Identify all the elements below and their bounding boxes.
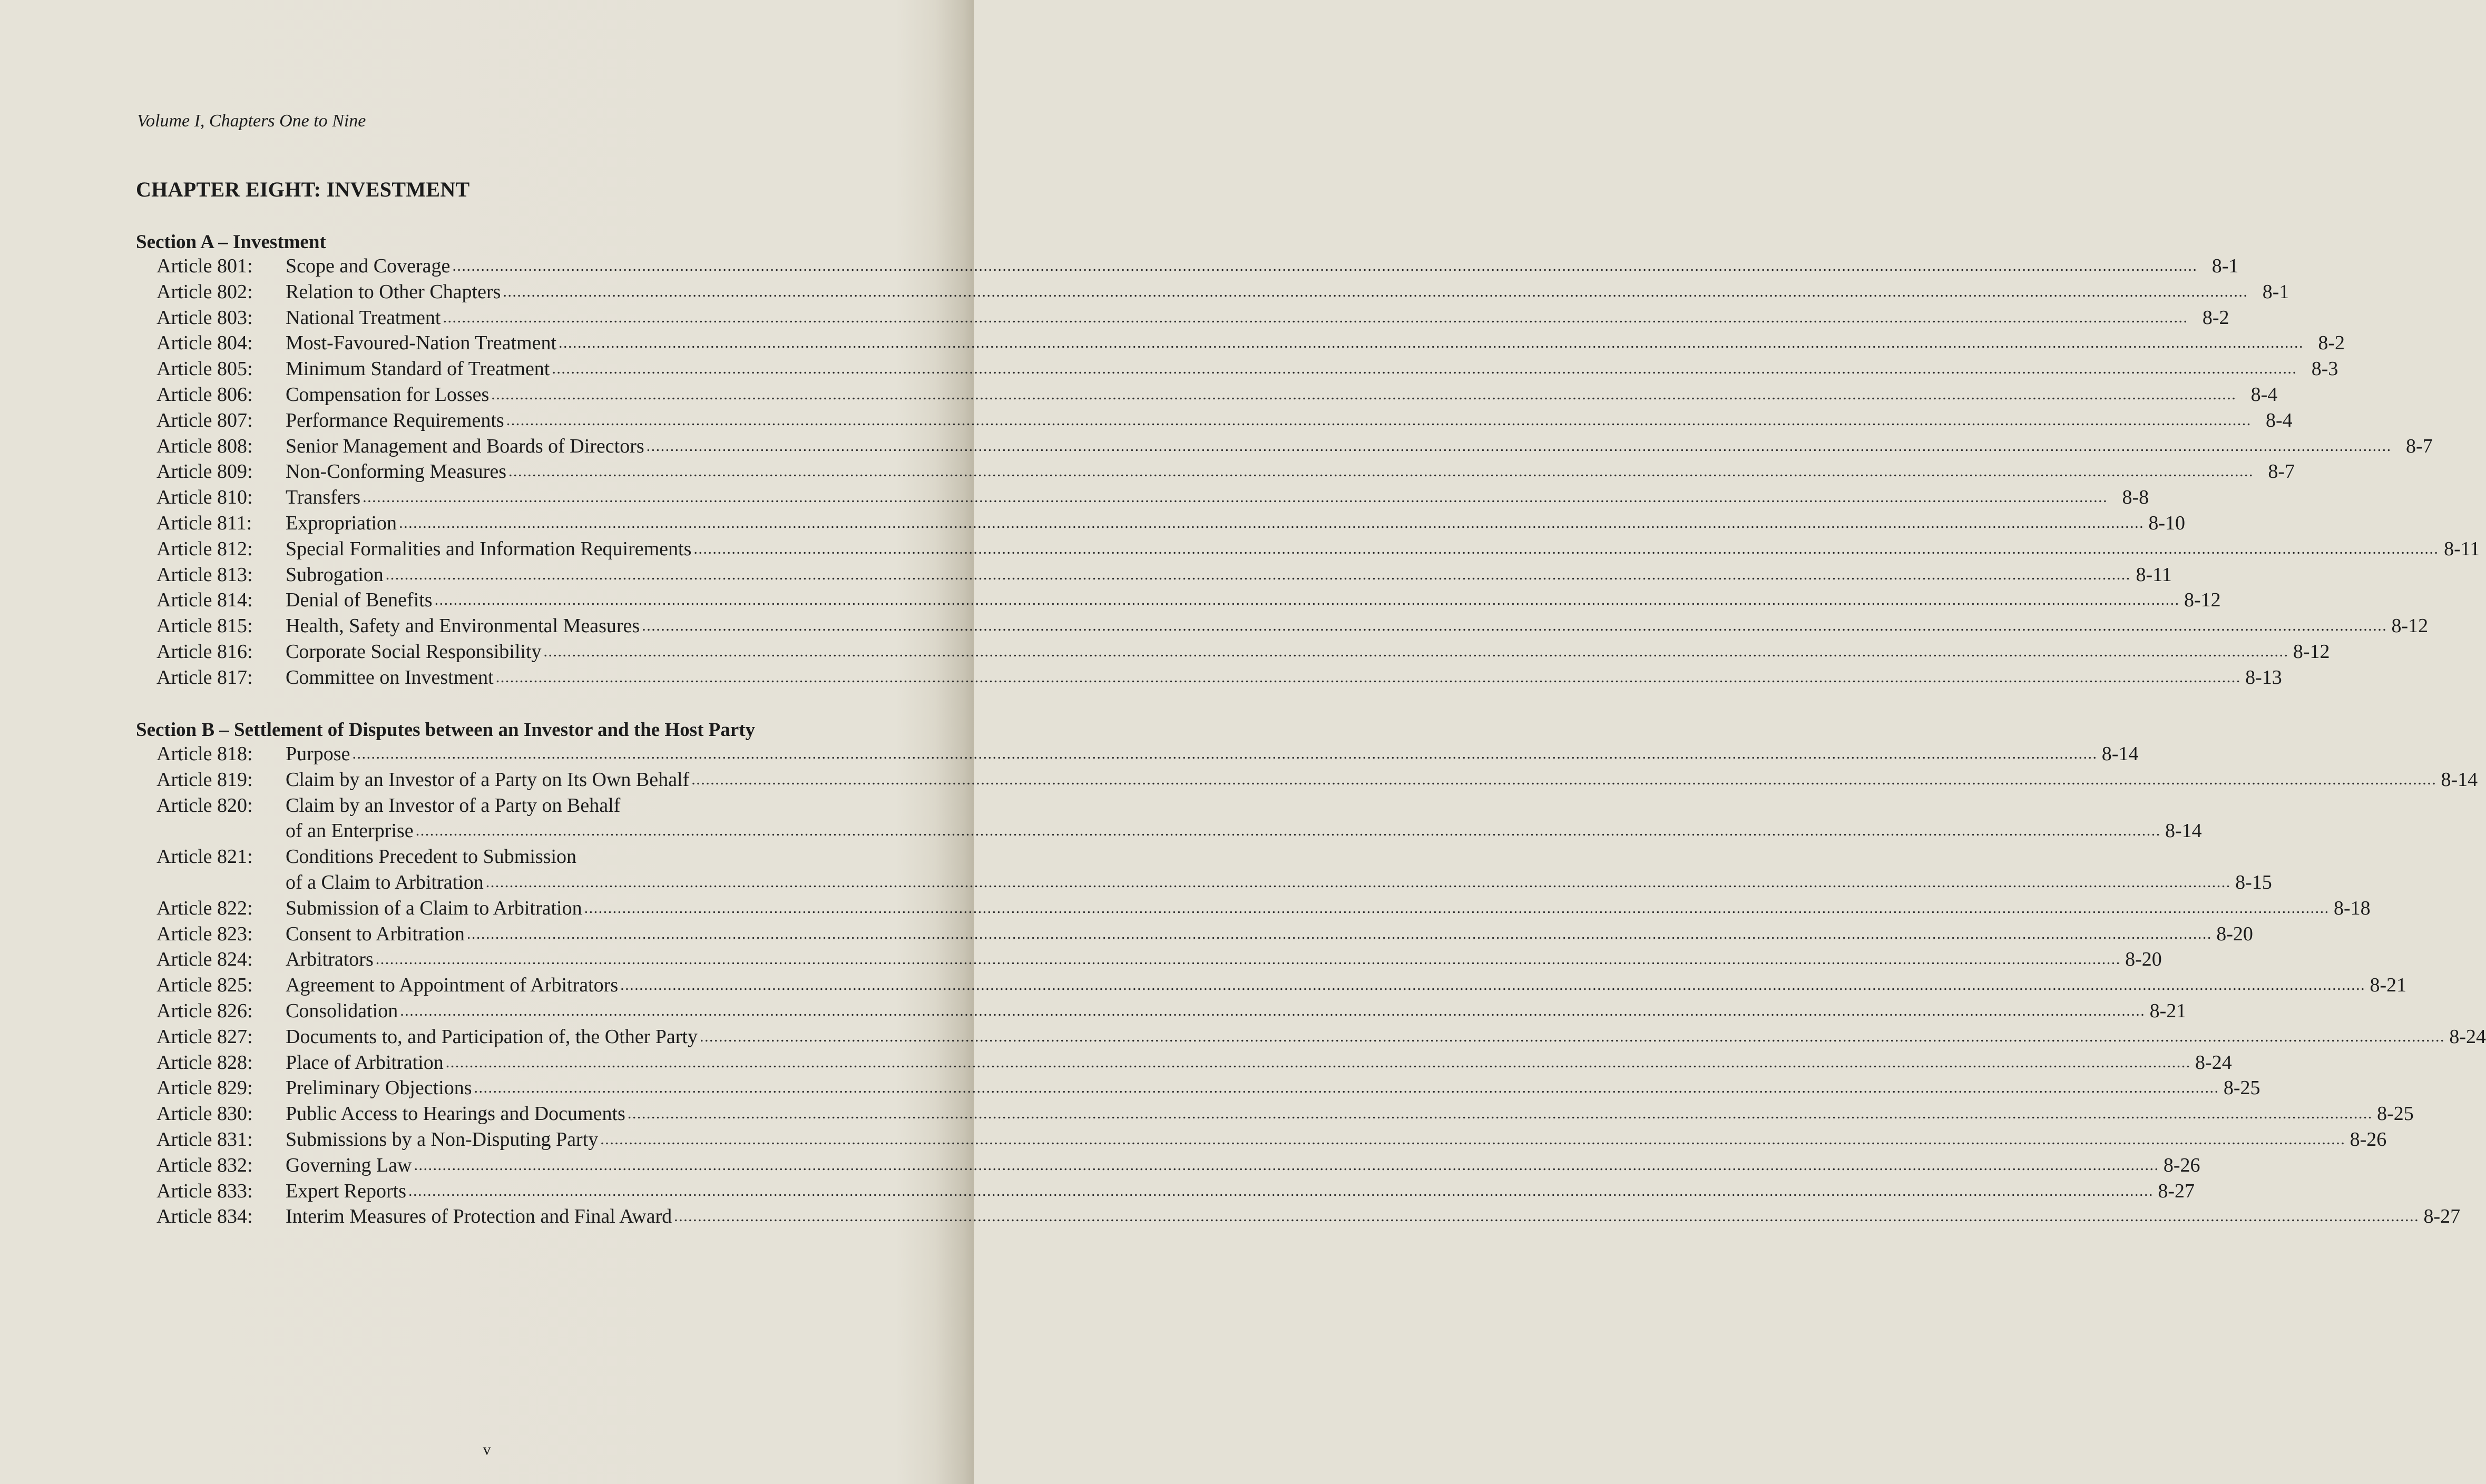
article-title: Place of Arbitration bbox=[286, 1051, 444, 1074]
toc-entry bbox=[156, 613, 2429, 639]
entry-body bbox=[286, 998, 2186, 1024]
page-reference: 8-26 bbox=[2350, 1128, 2387, 1151]
page-reference: 8-12 bbox=[2184, 589, 2221, 612]
title-leader-row bbox=[286, 613, 2428, 639]
toc-entry bbox=[156, 562, 2172, 588]
dot-leader bbox=[416, 818, 2161, 844]
page-reference: 8-21 bbox=[2370, 974, 2407, 997]
entry-body bbox=[286, 1050, 2232, 1076]
article-number: Article 806: bbox=[156, 383, 253, 406]
toc-entry bbox=[156, 510, 2186, 536]
title-leader-row bbox=[286, 767, 2478, 793]
title-leader-row bbox=[286, 818, 2202, 844]
dot-leader bbox=[443, 305, 2188, 331]
article-title: of an Enterprise bbox=[286, 820, 414, 842]
entry-body bbox=[286, 947, 2162, 972]
page-reference: 8-25 bbox=[2377, 1103, 2414, 1125]
entry-body bbox=[286, 587, 2221, 613]
entry-body bbox=[286, 1075, 2260, 1101]
title-leader-row bbox=[286, 434, 2433, 459]
article-number: Article 831: bbox=[156, 1128, 253, 1151]
toc-entry bbox=[156, 408, 2293, 434]
article-title: Claim by an Investor of a Party on Its Own Behalf bbox=[286, 768, 690, 791]
dot-leader bbox=[508, 459, 2254, 485]
running-header: Volume I, Chapters One to Nine bbox=[137, 111, 366, 131]
section-a-heading: Section A – Investment bbox=[136, 231, 326, 253]
dot-leader bbox=[584, 896, 2330, 921]
toc-entry bbox=[156, 279, 2289, 305]
dot-leader bbox=[467, 921, 2212, 947]
entry-body bbox=[286, 330, 2345, 356]
title-leader-row bbox=[286, 587, 2221, 613]
page-reference: 8-12 bbox=[2293, 640, 2330, 663]
article-number: Article 823: bbox=[156, 922, 253, 945]
toc-entry bbox=[156, 998, 2187, 1024]
dot-leader bbox=[386, 562, 2131, 588]
title-leader-row bbox=[286, 1050, 2232, 1076]
toc-entry bbox=[156, 1178, 2195, 1204]
dot-leader bbox=[642, 613, 2387, 639]
article-title: Preliminary Objections bbox=[286, 1077, 472, 1099]
page-reference: 8-27 bbox=[2158, 1180, 2195, 1202]
page-reference: 8-13 bbox=[2245, 666, 2282, 689]
toc-entry bbox=[156, 485, 2149, 510]
entry-body bbox=[286, 562, 2172, 588]
page-reference: 8-14 bbox=[2101, 743, 2139, 765]
article-title: of a Claim to Arbitration bbox=[286, 871, 484, 893]
entry-body bbox=[286, 279, 2289, 305]
article-number: Article 822: bbox=[156, 897, 253, 919]
title-leader-row bbox=[286, 279, 2289, 305]
toc-entry bbox=[156, 356, 2338, 382]
section-b-entries bbox=[156, 741, 2486, 1230]
page-reference: 8-14 bbox=[2441, 768, 2478, 791]
toc-entry bbox=[156, 1153, 2200, 1178]
article-title: Corporate Social Responsibility bbox=[286, 640, 542, 663]
article-number: Article 828: bbox=[156, 1051, 253, 1074]
article-number: Article 818: bbox=[156, 743, 253, 765]
dot-leader bbox=[600, 1127, 2345, 1153]
title-leader-row bbox=[286, 947, 2162, 972]
article-title: Governing Law bbox=[286, 1154, 412, 1176]
title-leader-row bbox=[286, 1153, 2200, 1178]
article-number: Article 824: bbox=[156, 948, 253, 971]
page-reference: 8-7 bbox=[2406, 435, 2433, 457]
entry-body bbox=[286, 1101, 2414, 1127]
title-leader-row bbox=[286, 356, 2338, 382]
article-title: Interim Measures of Protection and Final Award bbox=[286, 1205, 672, 1228]
article-title: Most-Favoured-Nation Treatment bbox=[286, 332, 557, 355]
page-reference: 8-7 bbox=[2268, 460, 2295, 483]
article-title: Health, Safety and Environmental Measures bbox=[286, 615, 640, 637]
title-leader-row bbox=[286, 459, 2295, 485]
dot-leader bbox=[435, 587, 2180, 613]
article-title: Senior Management and Boards of Directors bbox=[286, 435, 644, 457]
toc-entry bbox=[156, 459, 2295, 485]
article-title: Transfers bbox=[286, 486, 361, 509]
article-title: Consent to Arbitration bbox=[286, 922, 465, 945]
entry-body bbox=[286, 536, 2480, 562]
toc-entry bbox=[156, 921, 2253, 947]
page-reference: 8-4 bbox=[2250, 383, 2278, 406]
toc-entry bbox=[156, 665, 2282, 691]
page-reference: 8-20 bbox=[2125, 948, 2162, 971]
entry-body bbox=[286, 613, 2428, 639]
title-leader-row bbox=[286, 536, 2480, 562]
dot-leader bbox=[552, 356, 2297, 382]
toc-entry bbox=[156, 1127, 2387, 1153]
page-reference: 8-2 bbox=[2318, 332, 2345, 355]
dot-leader bbox=[376, 947, 2121, 972]
dot-leader bbox=[559, 330, 2304, 356]
toc-entry bbox=[156, 434, 2433, 459]
article-number: Article 811: bbox=[156, 512, 252, 534]
article-number: Article 833: bbox=[156, 1180, 253, 1202]
dot-leader bbox=[408, 1178, 2154, 1204]
article-title: Documents to, and Participation of, the Other Party bbox=[286, 1025, 698, 1048]
title-leader-row bbox=[286, 408, 2293, 434]
article-number: Article 802: bbox=[156, 280, 253, 303]
article-title: Expert Reports bbox=[286, 1180, 407, 1202]
article-number: Article 809: bbox=[156, 460, 253, 483]
dot-leader bbox=[452, 253, 2197, 279]
section-b-heading: Section B – Settlement of Disputes between an Investor and the Host Party bbox=[136, 719, 756, 741]
article-number: Article 832: bbox=[156, 1154, 253, 1176]
dot-leader bbox=[647, 434, 2392, 459]
article-number: Article 813: bbox=[156, 563, 253, 586]
toc-entry bbox=[156, 896, 2371, 921]
article-title-line1: Conditions Precedent to Submission bbox=[286, 846, 577, 868]
toc-entry bbox=[156, 947, 2162, 972]
title-leader-row bbox=[286, 485, 2149, 510]
title-leader-row bbox=[286, 896, 2371, 921]
article-title: Relation to Other Chapters bbox=[286, 280, 501, 303]
toc-entry bbox=[156, 639, 2330, 665]
title-leader-row bbox=[286, 1204, 2460, 1230]
article-number: Article 801: bbox=[156, 255, 253, 277]
dot-leader bbox=[700, 1024, 2445, 1050]
chapter-title: CHAPTER EIGHT: INVESTMENT bbox=[136, 178, 470, 201]
article-number: Article 830: bbox=[156, 1103, 253, 1125]
page-reference: 8-26 bbox=[2163, 1154, 2200, 1176]
title-leader-row bbox=[286, 253, 2238, 279]
article-number: Article 805: bbox=[156, 358, 253, 380]
toc-entry bbox=[156, 793, 2202, 844]
page-reference: 8-3 bbox=[2311, 358, 2338, 380]
page-reference: 8-25 bbox=[2223, 1077, 2260, 1099]
toc-entry bbox=[156, 587, 2221, 613]
title-leader-row bbox=[286, 639, 2330, 665]
article-title: Committee on Investment bbox=[286, 666, 494, 689]
entry-body bbox=[286, 434, 2433, 459]
article-title: National Treatment bbox=[286, 306, 441, 329]
article-number: Article 816: bbox=[156, 640, 253, 663]
page-reference: 8-8 bbox=[2122, 486, 2149, 509]
page-reference: 8-24 bbox=[2195, 1051, 2232, 1074]
article-title: Minimum Standard of Treatment bbox=[286, 358, 550, 380]
title-leader-row bbox=[286, 562, 2172, 588]
entry-body bbox=[286, 382, 2277, 408]
title-leader-row bbox=[286, 870, 2272, 896]
article-number: Article 808: bbox=[156, 435, 253, 457]
article-title: Submission of a Claim to Arbitration bbox=[286, 897, 582, 919]
article-title: Special Formalities and Information Requirements bbox=[286, 537, 692, 560]
article-number: Article 834: bbox=[156, 1205, 253, 1228]
toc-entry bbox=[156, 305, 2229, 331]
entry-body bbox=[286, 1178, 2195, 1204]
title-leader-row bbox=[286, 510, 2185, 536]
page-reference: 8-2 bbox=[2202, 306, 2229, 329]
toc-entry bbox=[156, 1204, 2461, 1230]
article-number: Article 812: bbox=[156, 537, 253, 560]
article-title: Denial of Benefits bbox=[286, 589, 433, 612]
entry-body bbox=[286, 1127, 2386, 1153]
toc-entry bbox=[156, 1050, 2232, 1076]
article-title-line1: Claim by an Investor of a Party on Behalf bbox=[286, 794, 621, 817]
article-number: Article 820: bbox=[156, 794, 253, 817]
page-reference: 8-1 bbox=[2211, 255, 2239, 277]
section-a-entries bbox=[156, 253, 2480, 691]
title-leader-row bbox=[286, 665, 2282, 691]
entry-body bbox=[286, 1024, 2486, 1050]
entry-body bbox=[286, 408, 2293, 434]
entry-body bbox=[286, 972, 2406, 998]
toc-entry bbox=[156, 1075, 2260, 1101]
page-reference: 8-4 bbox=[2266, 409, 2293, 431]
entry-body bbox=[286, 305, 2229, 331]
dot-leader bbox=[352, 741, 2097, 767]
entry-body bbox=[286, 1153, 2200, 1178]
title-leader-row bbox=[286, 1101, 2414, 1127]
dot-leader bbox=[628, 1101, 2373, 1127]
page-reference: 8-24 bbox=[2449, 1025, 2486, 1048]
entry-body bbox=[286, 639, 2330, 665]
page-number: v bbox=[483, 1441, 491, 1458]
article-number: Article 829: bbox=[156, 1077, 253, 1099]
entry-body bbox=[286, 356, 2338, 382]
entry-body bbox=[286, 253, 2238, 279]
toc-entry bbox=[156, 767, 2478, 793]
article-title: Consolidation bbox=[286, 999, 398, 1022]
dot-leader bbox=[691, 767, 2436, 793]
article-title: Purpose bbox=[286, 743, 350, 765]
article-title: Compensation for Losses bbox=[286, 383, 490, 406]
page-reference: 8-1 bbox=[2262, 280, 2289, 303]
entry-body bbox=[286, 767, 2478, 793]
dot-leader bbox=[363, 485, 2108, 510]
dot-leader bbox=[674, 1204, 2419, 1230]
dot-leader bbox=[414, 1153, 2159, 1178]
title-leader-row bbox=[286, 1178, 2195, 1204]
title-leader-row bbox=[286, 972, 2406, 998]
entry-body bbox=[286, 459, 2295, 485]
page-reference: 8-11 bbox=[2136, 563, 2172, 586]
dot-leader bbox=[544, 639, 2289, 665]
article-title: Arbitrators bbox=[286, 948, 374, 971]
page-reference: 8-14 bbox=[2165, 820, 2202, 842]
title-leader-row bbox=[286, 921, 2253, 947]
article-number: Article 826: bbox=[156, 999, 253, 1022]
dot-leader bbox=[506, 408, 2252, 434]
article-number: Article 821: bbox=[156, 846, 253, 868]
article-number: Article 804: bbox=[156, 332, 253, 355]
toc-entry bbox=[156, 741, 2139, 767]
page-reference: 8-10 bbox=[2148, 512, 2186, 534]
title-leader-row bbox=[286, 741, 2138, 767]
entry-body bbox=[286, 510, 2185, 536]
entry-body bbox=[286, 485, 2149, 510]
toc-entry bbox=[156, 1101, 2414, 1127]
toc-entry bbox=[156, 1024, 2486, 1050]
article-number: Article 827: bbox=[156, 1025, 253, 1048]
toc-entry bbox=[156, 536, 2480, 562]
article-title: Expropriation bbox=[286, 512, 397, 534]
entry-body bbox=[286, 844, 2272, 896]
dot-leader bbox=[491, 382, 2236, 408]
page-reference: 8-12 bbox=[2391, 615, 2429, 637]
page-reference: 8-15 bbox=[2235, 871, 2272, 893]
dot-leader bbox=[496, 665, 2241, 691]
page-reference: 8-11 bbox=[2444, 537, 2480, 560]
article-number: Article 814: bbox=[156, 589, 253, 612]
title-leader-row bbox=[286, 1127, 2386, 1153]
dot-leader bbox=[486, 870, 2231, 896]
entry-body bbox=[286, 793, 2202, 844]
title-leader-row bbox=[286, 1075, 2260, 1101]
article-number: Article 807: bbox=[156, 409, 253, 431]
article-title: Public Access to Hearings and Documents bbox=[286, 1103, 625, 1125]
toc-entry bbox=[156, 844, 2272, 896]
dot-leader bbox=[400, 998, 2145, 1024]
entry-body bbox=[286, 1204, 2460, 1230]
entry-body bbox=[286, 896, 2371, 921]
entry-body bbox=[286, 665, 2282, 691]
article-title: Submissions by a Non-Disputing Party bbox=[286, 1128, 599, 1151]
page-reference: 8-20 bbox=[2216, 922, 2253, 945]
dot-leader bbox=[503, 279, 2248, 305]
article-title: Non-Conforming Measures bbox=[286, 460, 506, 483]
article-title: Scope and Coverage bbox=[286, 255, 451, 277]
title-leader-row bbox=[286, 305, 2229, 331]
toc-entry bbox=[156, 330, 2345, 356]
article-number: Article 815: bbox=[156, 615, 253, 637]
article-number: Article 803: bbox=[156, 306, 253, 329]
dot-leader bbox=[474, 1075, 2219, 1101]
title-leader-row bbox=[286, 330, 2345, 356]
entry-body bbox=[286, 741, 2138, 767]
article-number: Article 825: bbox=[156, 974, 253, 997]
dot-leader bbox=[446, 1050, 2191, 1076]
toc-entry bbox=[156, 382, 2278, 408]
title-leader-row bbox=[286, 1024, 2486, 1050]
title-leader-row bbox=[286, 382, 2277, 408]
article-number: Article 819: bbox=[156, 768, 253, 791]
page-reference: 8-21 bbox=[2149, 999, 2187, 1022]
article-number: Article 817: bbox=[156, 666, 253, 689]
toc-entry bbox=[156, 972, 2407, 998]
article-title: Performance Requirements bbox=[286, 409, 504, 431]
toc-entry bbox=[156, 253, 2239, 279]
article-number: Article 810: bbox=[156, 486, 253, 509]
dot-leader bbox=[620, 972, 2365, 998]
entry-body bbox=[286, 921, 2253, 947]
page-reference: 8-27 bbox=[2423, 1205, 2461, 1228]
dot-leader bbox=[693, 536, 2439, 562]
dot-leader bbox=[399, 510, 2144, 536]
title-leader-row bbox=[286, 998, 2186, 1024]
article-title: Agreement to Appointment of Arbitrators bbox=[286, 974, 619, 997]
article-title: Subrogation bbox=[286, 563, 384, 586]
page-reference: 8-18 bbox=[2333, 897, 2371, 919]
